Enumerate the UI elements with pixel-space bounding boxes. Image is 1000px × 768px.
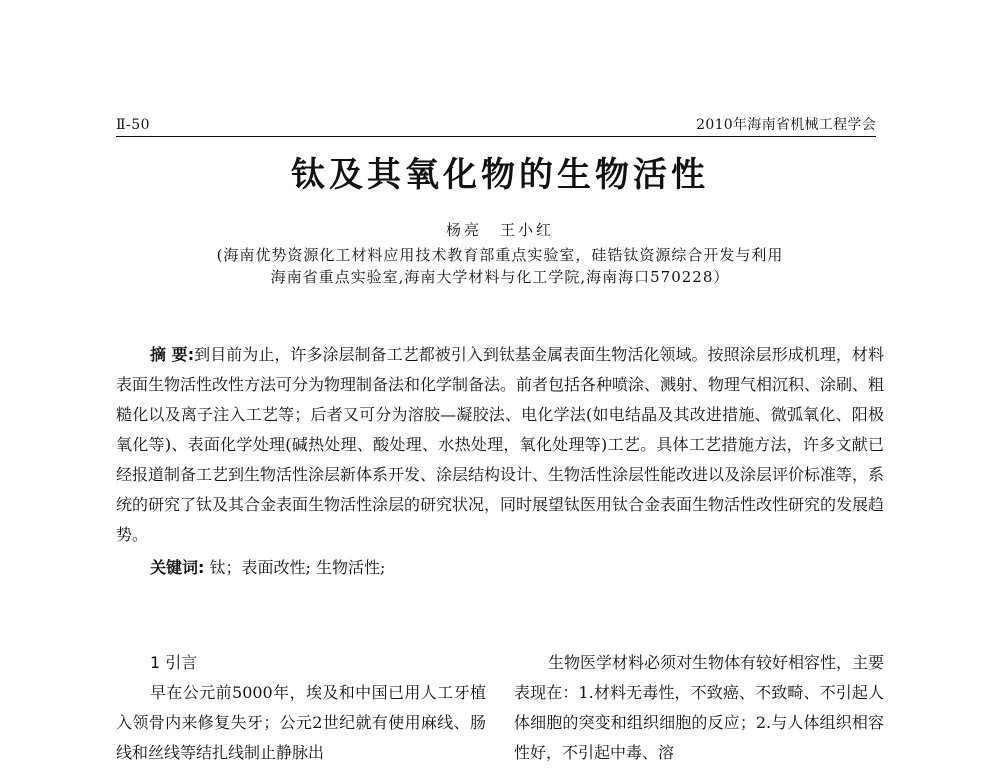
keywords-label: 关键词:: [150, 558, 205, 577]
body-paragraph-right: 生物医学材料必须对生物体有较好相容性，主要表现在：1.材料无毒性，不致癌、不致畸、不引起人体细胞的突变和组织细胞的反应；2.与人体组织相容性好，不引起中毒、溶: [514, 653, 885, 762]
affiliation: [0, 244, 1000, 288]
page-header: [116, 116, 876, 137]
affiliation-line-1: (海南优势资源化工材料应用技术教育部重点实验室，硅锆钛资源综合开发与利用: [216, 246, 784, 264]
section-heading-introduction: 1 引言: [150, 653, 198, 672]
abstract: [116, 340, 884, 550]
body-left-column: [116, 648, 486, 768]
body-paragraph-left: 早在公元前5000年，埃及和中国已用人工牙植入领骨内来修复失牙；公元2世纪就有使用麻线、肠线和丝线等结扎线制止静脉出: [116, 683, 486, 762]
paper-title: 钛及其氧化物的生物活性: [291, 155, 709, 195]
abstract-label: 摘 要:: [150, 345, 195, 364]
page-number: Ⅱ-50: [116, 117, 151, 133]
body-right-column: [514, 648, 884, 768]
keywords: [150, 556, 884, 580]
journal-name: 2010年海南省机械工程学会: [696, 117, 876, 133]
abstract-text: 到目前为止，许多涂层制备工艺都被引入到钛基金属表面生物活化领域。按照涂层形成机理，材料表面生物活性改性方法可分为物理制备法和化学制备法。前者包括各种喷涂、溅射、物理气相沉积、涂刷、粗糙化以及离子注入工艺等；后者又可分为溶胶—凝胶法、电化学法(如电结晶及其改进措施、微弧氧化、阳极氧化等)、表面化学处理(碱热处理、酸处理、水热处理，氧化处理等)工艺。具体工艺措施方法，许多文献已经报道制备工艺到生物活性涂层新体系开发、涂层结构设计、生物活性涂层性能改进以及涂层评价标准等，系统的研究了钛及其合金表面生物活性涂层的研究状况，同时展望钛医用钛合金表面生物活性改性研究的发展趋势。: [116, 345, 885, 544]
paper-authors: 杨亮 王小红: [445, 221, 554, 239]
keywords-text: 钛；表面改性; 生物活性;: [209, 558, 386, 577]
affiliation-line-2: 海南省重点实验室,海南大学材料与化工学院,海南海口570228）: [270, 268, 730, 286]
